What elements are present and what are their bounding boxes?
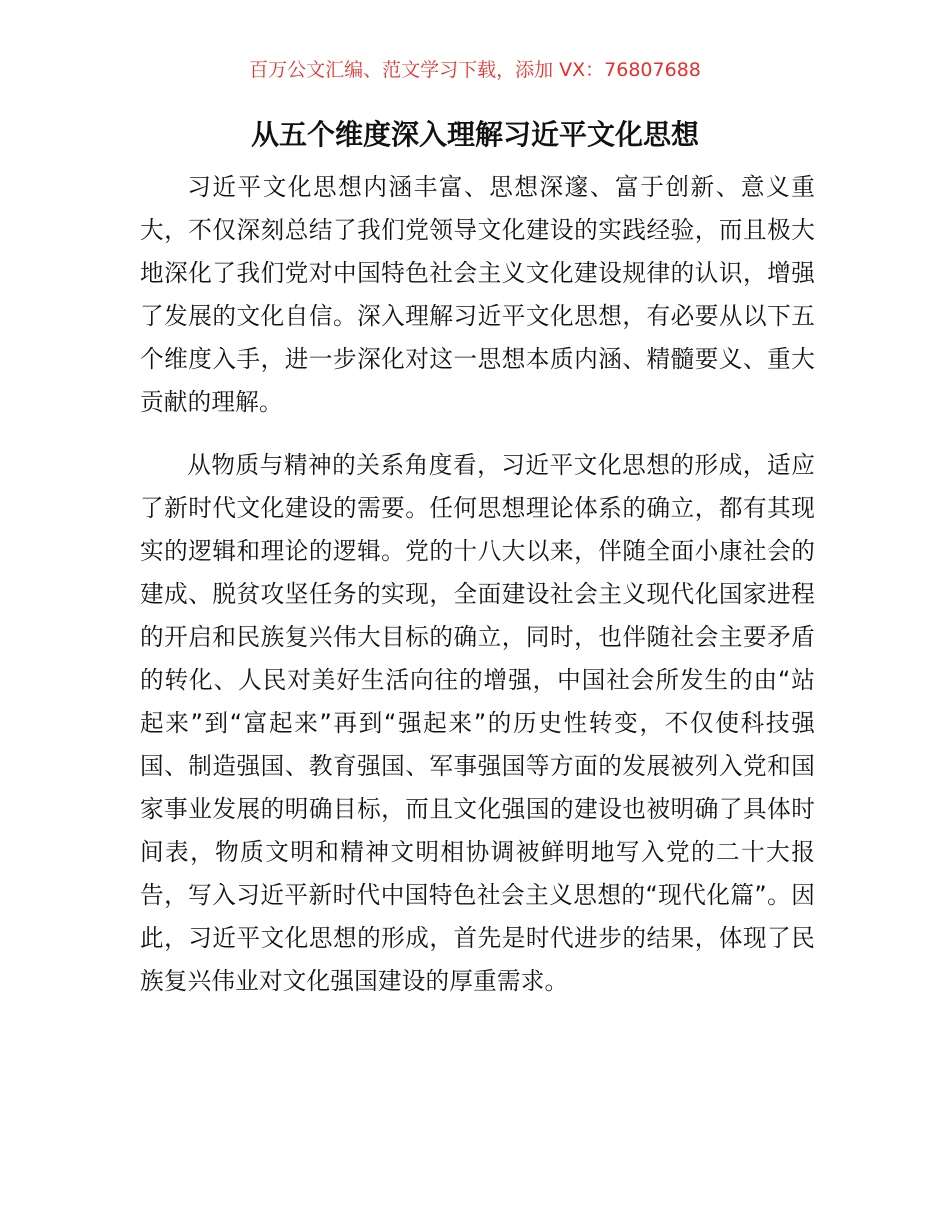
paragraph-material-spiritual: 从物质与精神的关系角度看，习近平文化思想的形成，适应了新时代文化建设的需要。任何思想理论体系的确立，都有其现实的逻辑和理论的逻辑。党的十八大以来，伴随全面小康社会的建成、脱贫攻坚任务的实现，全面建设社会主义现代化国家进程的开启和民族复兴伟大目标的确立，同时，也伴随社会主要矛盾的转化、人民对美好生活向往的增强，中国社会所发生的由“站起来”到“富起来”再到“强起来”的历史性转变，不仅使科技强国、制造强国、教育强国、军事强国等方面的发展被列入党和国家事业发展的明确目标，而且文化强国的建设也被明确了具体时间表，物质文明和精神文明相协调被鲜明地写入党的二十大报告，写入习近平新时代中国特色社会主义思想的“现代化篇”。因此，习近平文化思想的形成，首先是时代进步的结果，体现了民族复兴伟业对文化强国建设的厚重需求。 [140,451,815,995]
document-body [140,166,815,1003]
paragraph-intro: 习近平文化思想内涵丰富、思想深邃、富于创新、意义重大，不仅深刻总结了我们党领导文化建设的实践经验，而且极大地深化了我们党对中国特色社会主义文化建设规律的认识，增强了发展的文化自信。深入理解习近平文化思想，有必要从以下五个维度入手，进一步深化对这一思想本质内涵、精髓要义、重大贡献的理解。 [140,173,815,416]
header-advertisement: 百万公文汇编、范文学习下载，添加 VX：76807688 [249,59,701,81]
page-title: 从五个维度深入理解习近平文化思想 [250,118,699,151]
